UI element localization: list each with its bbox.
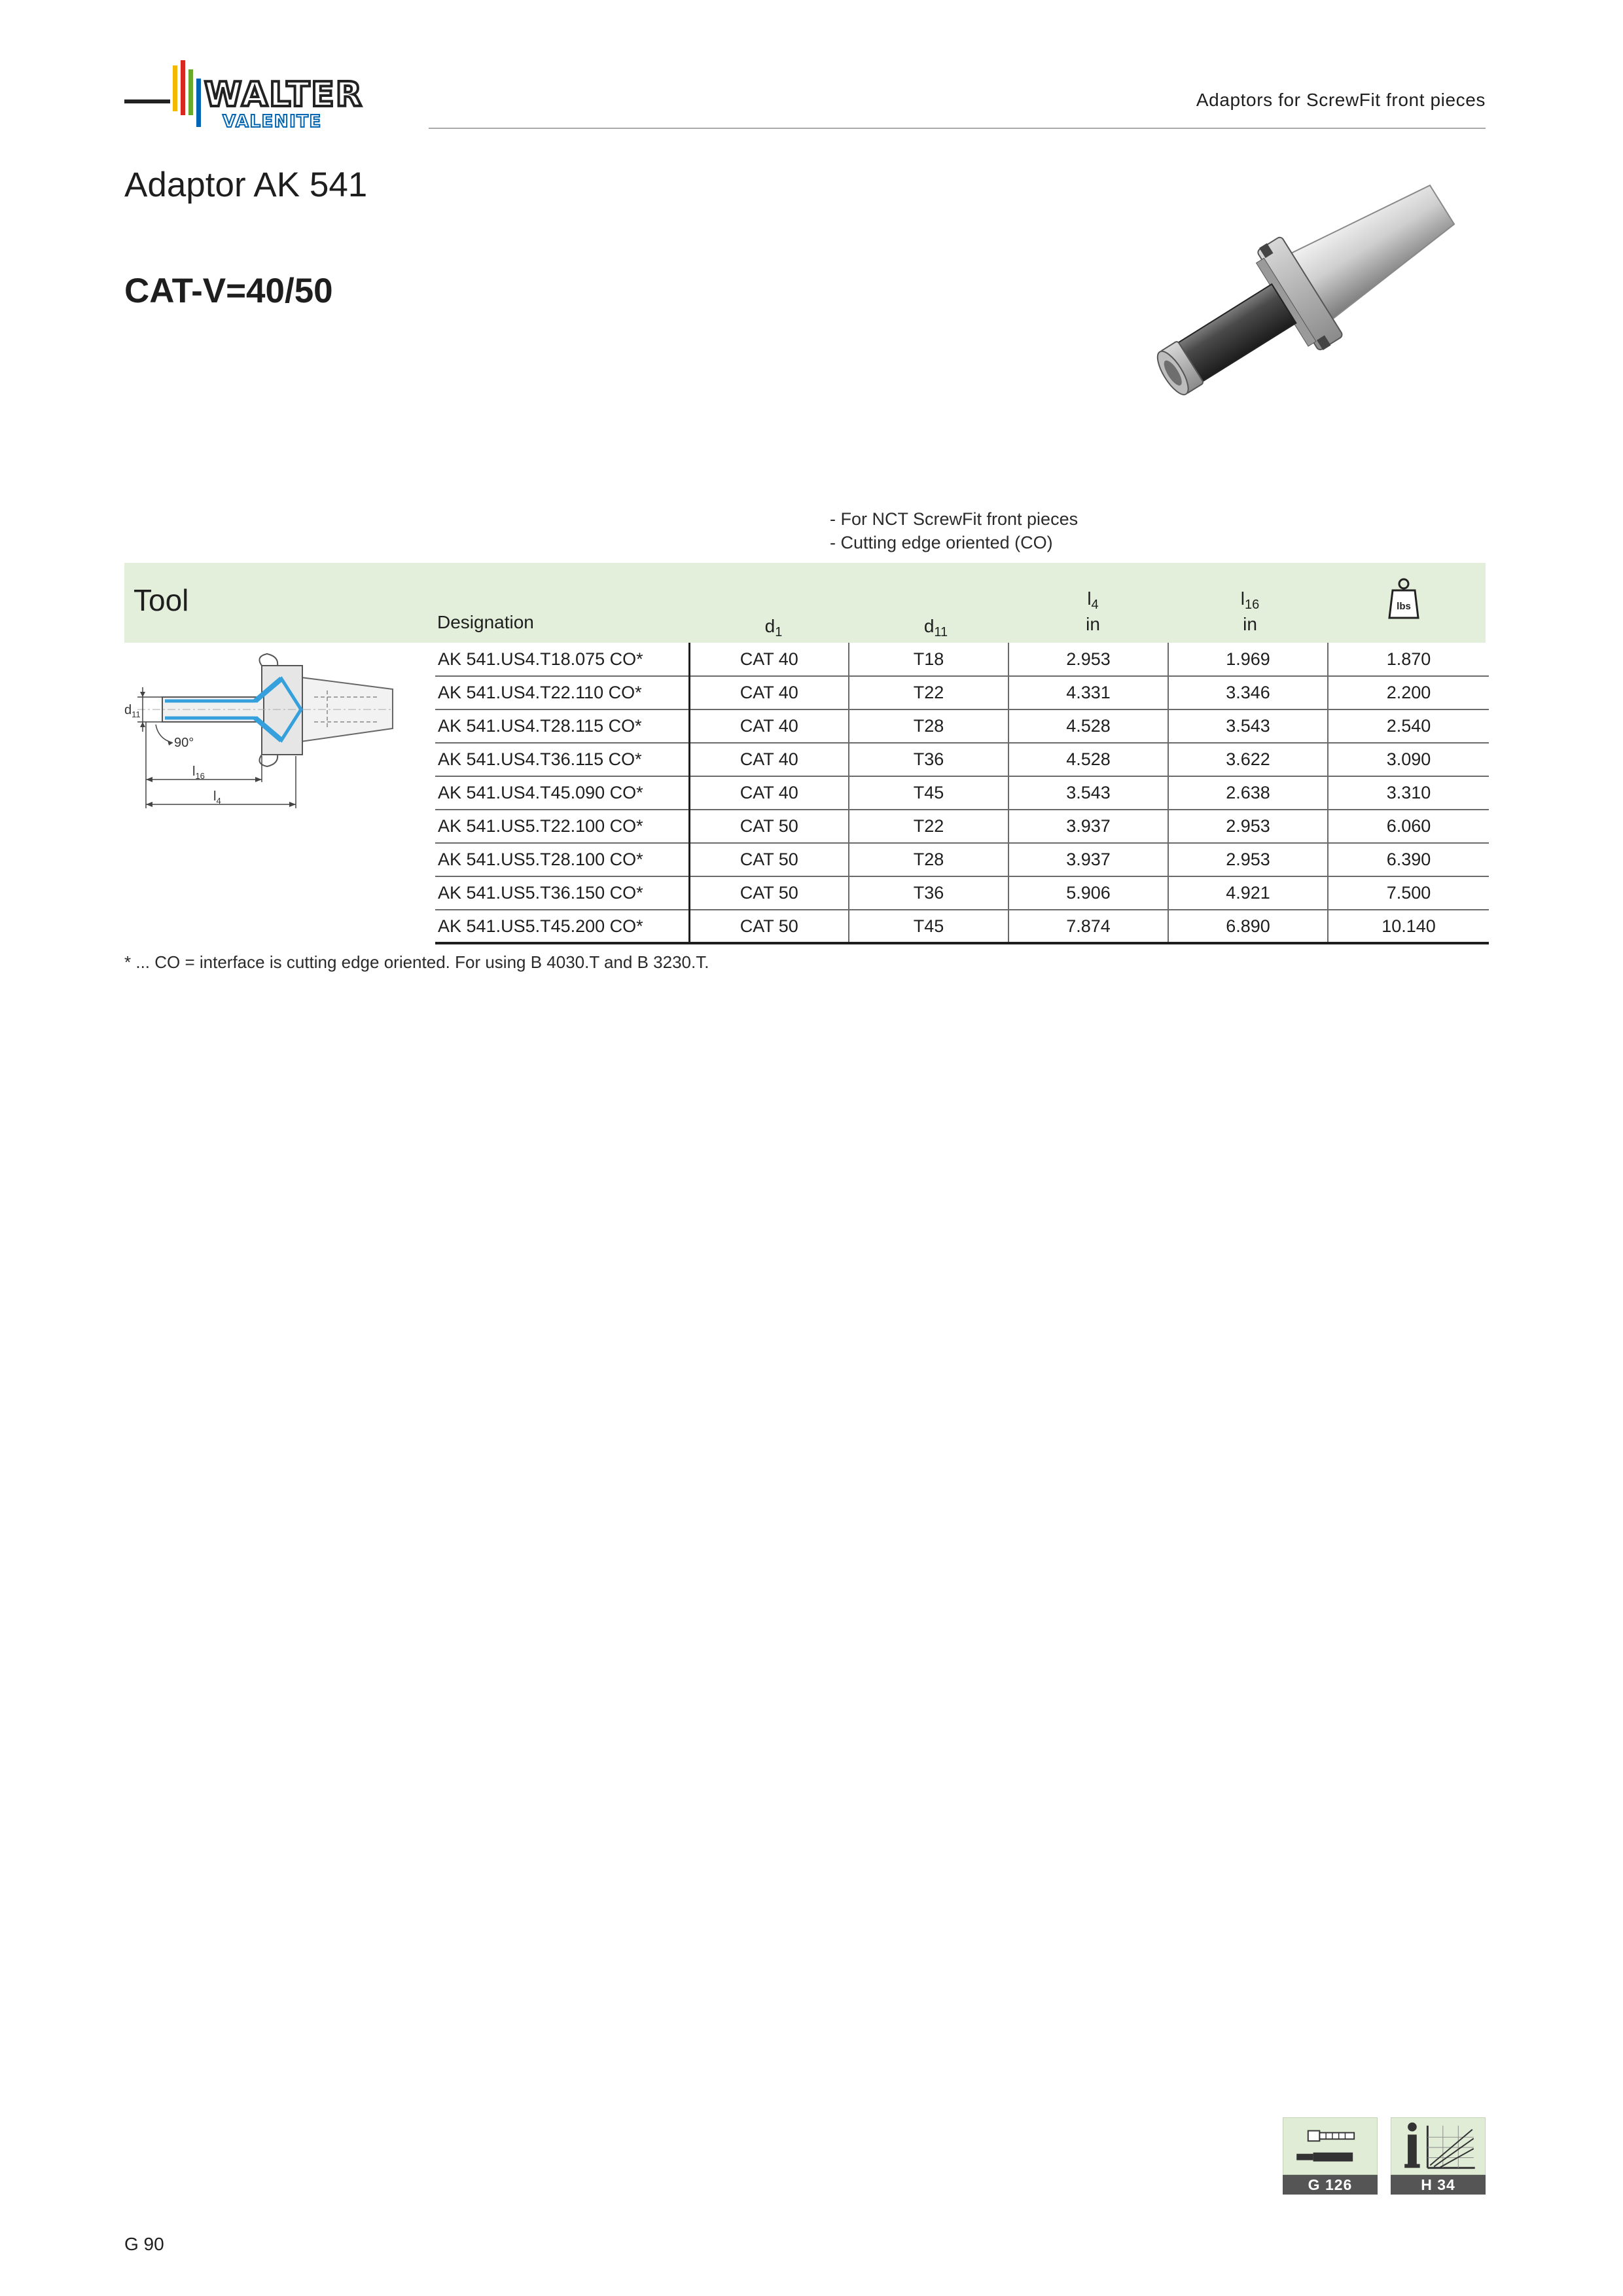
value-cell: CAT 50 <box>689 843 849 876</box>
col-d11: $d_{11}$ <box>923 616 948 639</box>
designation-cell: AK 541.US5.T36.150 CO* <box>435 876 689 910</box>
reference-link-g126[interactable] <box>1283 2117 1378 2195</box>
table-header <box>124 563 1486 643</box>
value-cell: T28 <box>849 709 1008 743</box>
col-l4: $l_4$ in <box>1067 589 1119 634</box>
value-cell: 3.346 <box>1168 676 1328 709</box>
value-cell: CAT 40 <box>689 643 849 676</box>
value-cell: CAT 50 <box>689 876 849 910</box>
value-cell: 7.874 <box>1008 910 1168 943</box>
page-subtitle: CAT-V=40/50 <box>124 272 333 310</box>
value-cell: 2.953 <box>1168 810 1328 843</box>
value-cell: 3.543 <box>1168 709 1328 743</box>
value-cell: 6.390 <box>1328 843 1489 876</box>
value-cell: T45 <box>849 776 1008 810</box>
col-d1: $d_1$ <box>764 616 783 639</box>
designation-cell: AK 541.US4.T36.115 CO* <box>435 743 689 776</box>
l16-label: $l_{16}$ <box>192 764 205 781</box>
walter-valenite-logo <box>124 60 406 132</box>
info-chart-icon <box>1391 2117 1486 2175</box>
note-item: - For NCT ScrewFit front pieces <box>830 509 1079 529</box>
designation-cell: AK 541.US5.T45.200 CO* <box>435 910 689 943</box>
table-row <box>435 810 1489 843</box>
value-cell: T36 <box>849 876 1008 910</box>
table-row <box>435 843 1489 876</box>
header-divider <box>429 128 1486 129</box>
page-title: Adaptor AK 541 <box>124 166 368 204</box>
svg-text:VALENITE: VALENITE <box>223 112 322 132</box>
value-cell: CAT 40 <box>689 776 849 810</box>
value-cell: 3.622 <box>1168 743 1328 776</box>
value-cell: 3.543 <box>1008 776 1168 810</box>
designation-cell: AK 541.US4.T28.115 CO* <box>435 709 689 743</box>
value-cell: 6.890 <box>1168 910 1328 943</box>
designation-cell: AK 541.US5.T22.100 CO* <box>435 810 689 843</box>
value-cell: 4.331 <box>1008 676 1168 709</box>
col-designation: Designation <box>437 612 534 632</box>
unit-label: in <box>1086 614 1100 634</box>
value-cell: 5.906 <box>1008 876 1168 910</box>
value-cell: CAT 50 <box>689 810 849 843</box>
section-title: Adaptors for ScrewFit front pieces <box>1196 90 1486 110</box>
value-cell: 2.200 <box>1328 676 1489 709</box>
value-cell: CAT 40 <box>689 676 849 709</box>
value-cell: 3.937 <box>1008 810 1168 843</box>
reference-label: H 34 <box>1391 2175 1486 2195</box>
technical-drawing <box>124 651 406 831</box>
l4-label: $l_4$ <box>213 789 221 806</box>
product-photo <box>1113 151 1499 425</box>
tool-group-label: Tool <box>134 583 189 617</box>
notes <box>830 507 1078 554</box>
reference-link-h34[interactable] <box>1391 2117 1486 2195</box>
value-cell: 2.953 <box>1008 643 1168 676</box>
value-cell: CAT 40 <box>689 709 849 743</box>
value-cell: 6.060 <box>1328 810 1489 843</box>
value-cell: 1.969 <box>1168 643 1328 676</box>
value-cell: T45 <box>849 910 1008 943</box>
table-row <box>435 709 1489 743</box>
note-item: - Cutting edge oriented (CO) <box>830 533 1053 552</box>
table-row <box>435 676 1489 709</box>
designation-cell: AK 541.US4.T22.110 CO* <box>435 676 689 709</box>
value-cell: 4.528 <box>1008 709 1168 743</box>
footnote: * ... CO = interface is cutting edge oriented. For using B 4030.T and B 3230.T. <box>124 952 709 972</box>
designation-cell: AK 541.US5.T28.100 CO* <box>435 843 689 876</box>
table-row <box>435 776 1489 810</box>
value-cell: 3.937 <box>1008 843 1168 876</box>
value-cell: 2.540 <box>1328 709 1489 743</box>
weight-icon <box>1387 577 1420 620</box>
svg-text:WALTER: WALTER <box>204 75 363 115</box>
table-row <box>435 643 1489 676</box>
table-row <box>435 910 1489 943</box>
value-cell: T36 <box>849 743 1008 776</box>
value-cell: 4.528 <box>1008 743 1168 776</box>
value-cell: 1.870 <box>1328 643 1489 676</box>
col-l16: $l_{16}$ in <box>1224 589 1276 634</box>
value-cell: 3.310 <box>1328 776 1489 810</box>
value-cell: CAT 50 <box>689 910 849 943</box>
value-cell: T18 <box>849 643 1008 676</box>
designation-cell: AK 541.US4.T45.090 CO* <box>435 776 689 810</box>
data-table <box>435 643 1489 944</box>
d11-label: $d_{11}$ <box>124 703 141 719</box>
value-cell: T22 <box>849 810 1008 843</box>
value-cell: 10.140 <box>1328 910 1489 943</box>
designation-cell: AK 541.US4.T18.075 CO* <box>435 643 689 676</box>
angle-label: 90° <box>174 736 194 750</box>
svg-text:lbs: lbs <box>1397 601 1411 612</box>
value-cell: 3.090 <box>1328 743 1489 776</box>
table-row <box>435 876 1489 910</box>
value-cell: 2.953 <box>1168 843 1328 876</box>
value-cell: T22 <box>849 676 1008 709</box>
value-cell: CAT 40 <box>689 743 849 776</box>
value-cell: 4.921 <box>1168 876 1328 910</box>
screw-icon <box>1283 2117 1378 2175</box>
value-cell: 2.638 <box>1168 776 1328 810</box>
value-cell: T28 <box>849 843 1008 876</box>
table-row <box>435 743 1489 776</box>
unit-label: in <box>1243 614 1257 634</box>
reference-label: G 126 <box>1283 2175 1378 2195</box>
value-cell: 7.500 <box>1328 876 1489 910</box>
page-number: G 90 <box>124 2234 164 2254</box>
